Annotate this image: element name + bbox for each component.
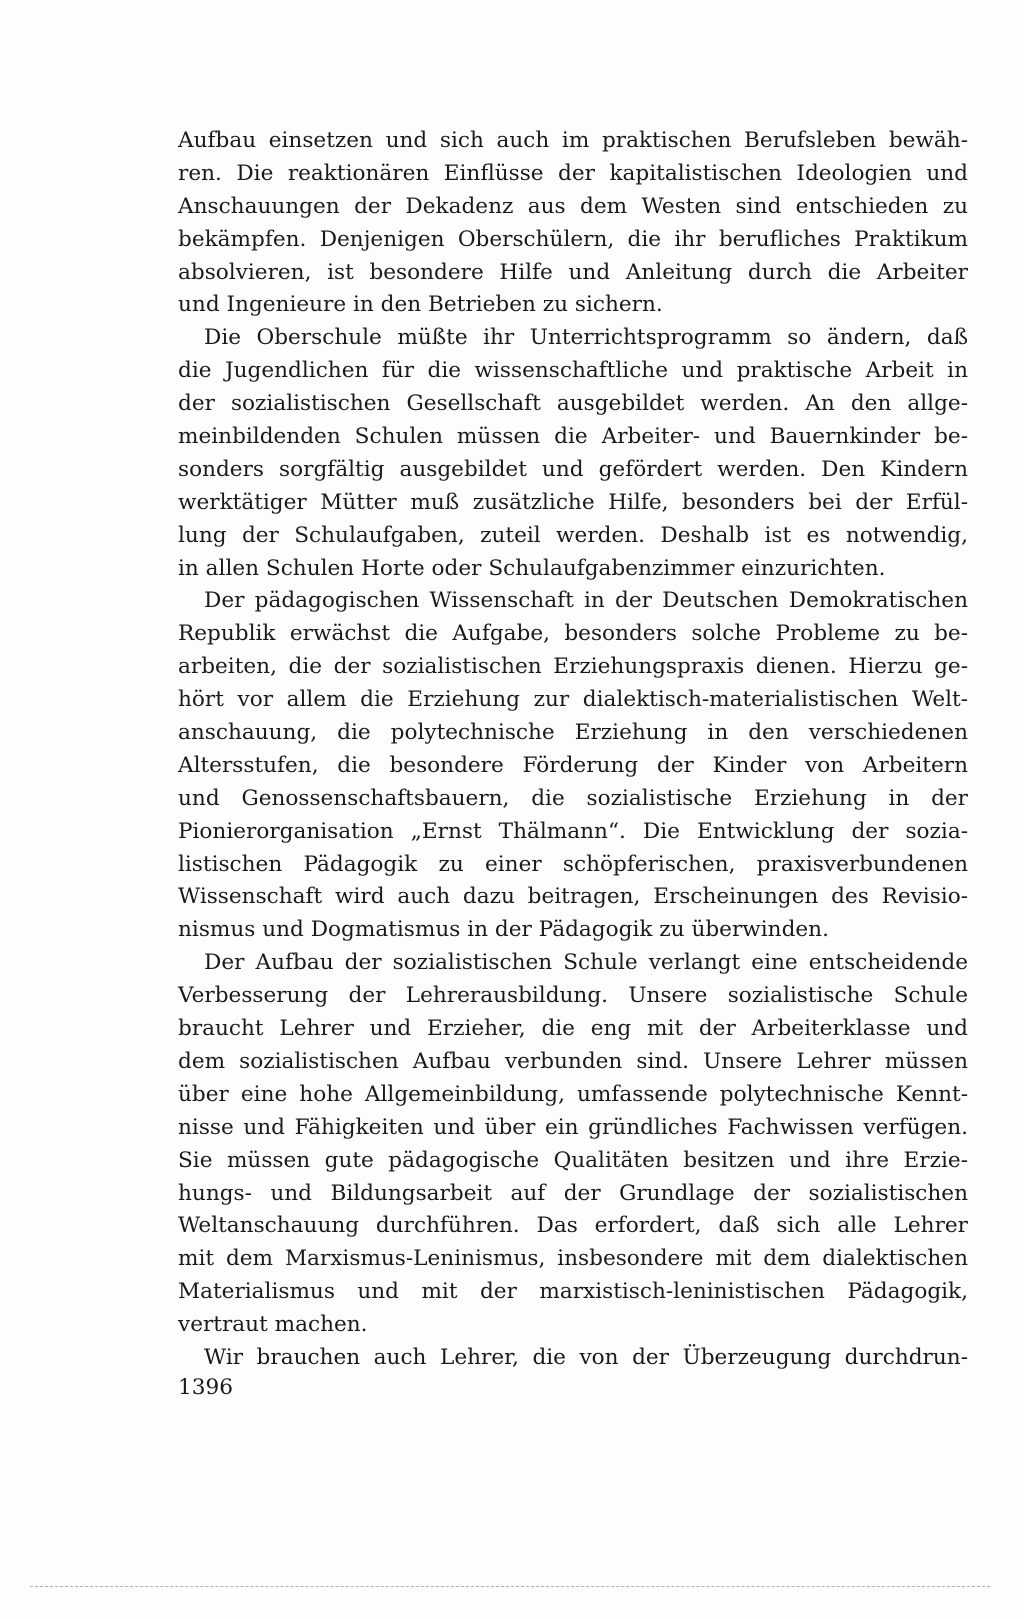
text-line: Republik erwächst die Aufgabe, besonders solche Probleme zu be- xyxy=(178,621,968,647)
text-line: der sozialistischen Gesellschaft ausgebildet werden. An den allge- xyxy=(178,391,968,417)
scan-edge-rule xyxy=(30,1586,990,1587)
text-line: vertraut machen. xyxy=(178,1312,368,1338)
text-line: Der pädagogischen Wissenschaft in der Deutschen Demokratischen xyxy=(204,588,968,614)
body-text xyxy=(178,125,968,1375)
text-line: nisse und Fähigkeiten und über ein gründliches Fachwissen verfügen. xyxy=(178,1114,968,1140)
text-line: Altersstufen, die besondere Förderung der Kinder von Arbeitern xyxy=(178,752,968,778)
text-line: Pionierorganisation „Ernst Thälmann“. Die Entwicklung der sozia- xyxy=(178,818,968,844)
text-line: hört vor allem die Erziehung zur dialektisch-materialistischen Welt- xyxy=(178,687,968,713)
text-line: listischen Pädagogik zu einer schöpferischen, praxisverbundenen xyxy=(178,851,968,877)
text-line: nismus und Dogmatismus in der Pädagogik zu überwinden. xyxy=(178,917,829,943)
text-line: ren. Die reaktionären Einflüsse der kapitalistischen Ideologien und xyxy=(178,160,968,186)
text-line: Weltanschauung durchführen. Das erfordert, daß sich alle Lehrer xyxy=(178,1213,968,1239)
text-line: Wir brauchen auch Lehrer, die von der Überzeugung durchdrun- xyxy=(204,1344,968,1370)
text-line: Der Aufbau der sozialistischen Schule verlangt eine entscheidende xyxy=(204,950,968,976)
text-line: Verbesserung der Lehrerausbildung. Unsere sozialistische Schule xyxy=(178,983,968,1009)
text-line: lung der Schulaufgaben, zuteil werden. Deshalb ist es notwendig, xyxy=(178,522,968,548)
text-line: bekämpfen. Denjenigen Oberschülern, die ihr berufliches Praktikum xyxy=(178,226,968,252)
text-line: über eine hohe Allgemeinbildung, umfassende polytechnische Kennt- xyxy=(178,1081,968,1107)
text-line: Anschauungen der Dekadenz aus dem Westen sind entschieden zu xyxy=(178,193,968,219)
text-line: absolvieren, ist besondere Hilfe und Anleitung durch die Arbeiter xyxy=(178,259,968,285)
text-line: Wissenschaft wird auch dazu beitragen, Erscheinungen des Revisio- xyxy=(178,884,968,910)
text-line: arbeiten, die der sozialistischen Erziehungspraxis dienen. Hierzu ge- xyxy=(178,654,968,680)
page-number: 1396 xyxy=(178,1375,233,1400)
text-line: Die Oberschule müßte ihr Unterrichtsprogramm so ändern, daß xyxy=(204,325,968,351)
text-line: dem sozialistischen Aufbau verbunden sind. Unsere Lehrer müssen xyxy=(178,1048,968,1074)
text-line: mit dem Marxismus-Leninismus, insbesondere mit dem dialektischen xyxy=(178,1246,968,1272)
text-line: hungs- und Bildungsarbeit auf der Grundlage der sozialistischen xyxy=(178,1180,968,1206)
text-line: sonders sorgfältig ausgebildet und gefördert werden. Den Kindern xyxy=(178,456,968,482)
text-line: Materialismus und mit der marxistisch-leninistischen Pädagogik, xyxy=(178,1279,968,1305)
text-line: braucht Lehrer und Erzieher, die eng mit der Arbeiterklasse und xyxy=(178,1016,968,1042)
text-line: die Jugendlichen für die wissenschaftliche und praktische Arbeit in xyxy=(178,358,968,384)
text-line: Aufbau einsetzen und sich auch im praktischen Berufsleben bewäh- xyxy=(178,128,968,153)
text-line: und Ingenieure in den Betrieben zu sichern. xyxy=(178,292,663,318)
text-line: anschauung, die polytechnische Erziehung in den verschiedenen xyxy=(178,720,968,746)
text-line: und Genossenschaftsbauern, die sozialistische Erziehung in der xyxy=(178,785,968,811)
text-line: meinbildenden Schulen müssen die Arbeiter- und Bauernkinder be- xyxy=(178,424,968,450)
text-line: werktätiger Mütter muß zusätzliche Hilfe, besonders bei der Erfül- xyxy=(178,489,968,515)
text-line: in allen Schulen Horte oder Schulaufgabenzimmer einzurichten. xyxy=(178,555,886,581)
text-line: Sie müssen gute pädagogische Qualitäten besitzen und ihre Erzie- xyxy=(178,1147,968,1173)
